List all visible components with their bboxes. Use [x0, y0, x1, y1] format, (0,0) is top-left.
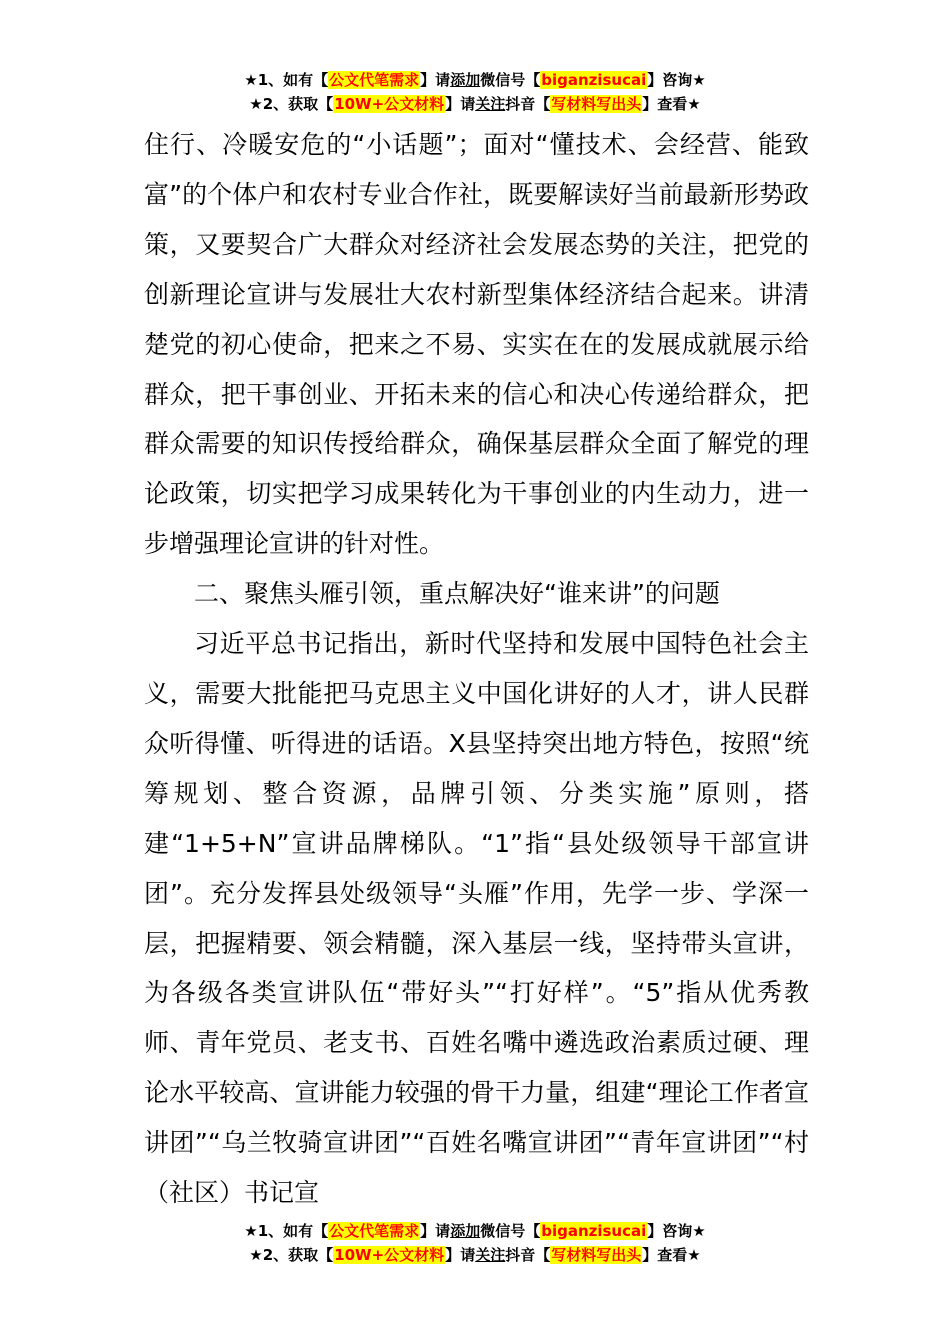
banner-text: ★1、如有【: [244, 71, 329, 89]
header-banner: [0, 68, 950, 116]
banner-highlight: 10W+公文材料: [334, 1246, 445, 1264]
banner-highlight: biganzisucai: [541, 1222, 647, 1240]
banner-text: 抖音【: [505, 1246, 551, 1264]
banner-text: 】请: [445, 1246, 476, 1264]
banner-line-2: [0, 1243, 950, 1267]
banner-highlight: 写材料写出头: [551, 1246, 642, 1264]
banner-text: 】请: [420, 71, 451, 89]
banner-text: 】请: [420, 1222, 451, 1240]
banner-text: 抖音【: [505, 95, 551, 113]
body-paragraph: 习近平总书记指出，新时代坚持和发展中国特色社会主义，需要大批能把马克思主义中国化讲好的人才，讲人民群众听得懂、听得进的话语。X县坚持突出地方特色，按照“统筹规划、整合资源，品牌引领、分类实施”原则，搭建“1+5+N”宣讲品牌梯队。“1”指“县处级领导干部宣讲团”。充分发挥县处级领导“头雁”作用，先学一步、学深一层，把握精要、领会精髓，深入基层一线，坚持带头宣讲，为各级各类宣讲队伍“带好头”“打好样”。“5”指从优秀教师、青年党员、老支书、百姓名嘴中遴选政治素质过硬、理论水平较高、宣讲能力较强的骨干力量，组建“理论工作者宣讲团”“乌兰牧骑宣讲团”“百姓名嘴宣讲团”“青年宣讲团”“村（社区）书记宣: [144, 629, 809, 1208]
banner-text: 】请: [445, 95, 476, 113]
banner-line-2: [0, 92, 950, 116]
banner-underlined-text: 添加: [450, 71, 481, 89]
document-body: [144, 120, 809, 1218]
banner-text: 】咨询★: [647, 71, 706, 89]
banner-text: ★1、如有【: [244, 1222, 329, 1240]
banner-highlight: 公文代笔需求: [329, 1222, 420, 1240]
banner-text: 】查看★: [642, 1246, 701, 1264]
section-heading: 二、聚焦头雁引领，重点解决好“谁来讲”的问题: [194, 579, 720, 609]
footer-banner: [0, 1219, 950, 1267]
body-paragraph: 住行、冷暖安危的“小话题”；面对“懂技术、会经营、能致富”的个体户和农村专业合作社，既要解读好当前最新形势政策，又要契合广大群众对经济社会发展态势的关注，把党的创新理论宣讲与发展壮大农村新型集体经济结合起来。讲清楚党的初心使命，把来之不易、实实在在的发展成就展示给群众，把干事创业、开拓未来的信心和决心传递给群众，把群众需要的知识传授给群众，确保基层群众全面了解党的理论政策，切实把学习成果转化为干事创业的内生动力，进一步增强理论宣讲的针对性。: [144, 130, 809, 559]
banner-text: 微信号【: [480, 71, 541, 89]
banner-underlined-text: 关注: [475, 95, 506, 113]
banner-text: ★2、获取【: [249, 1246, 334, 1264]
banner-text: 】查看★: [642, 95, 701, 113]
banner-line-1: [0, 68, 950, 92]
banner-text: ★2、获取【: [249, 95, 334, 113]
banner-underlined-text: 关注: [475, 1246, 506, 1264]
banner-text: 】咨询★: [647, 1222, 706, 1240]
banner-line-1: [0, 1219, 950, 1243]
banner-highlight: biganzisucai: [541, 71, 647, 89]
banner-underlined-text: 添加: [450, 1222, 481, 1240]
banner-highlight: 公文代笔需求: [329, 71, 420, 89]
banner-text: 微信号【: [480, 1222, 541, 1240]
banner-highlight: 写材料写出头: [551, 95, 642, 113]
banner-highlight: 10W+公文材料: [334, 95, 445, 113]
